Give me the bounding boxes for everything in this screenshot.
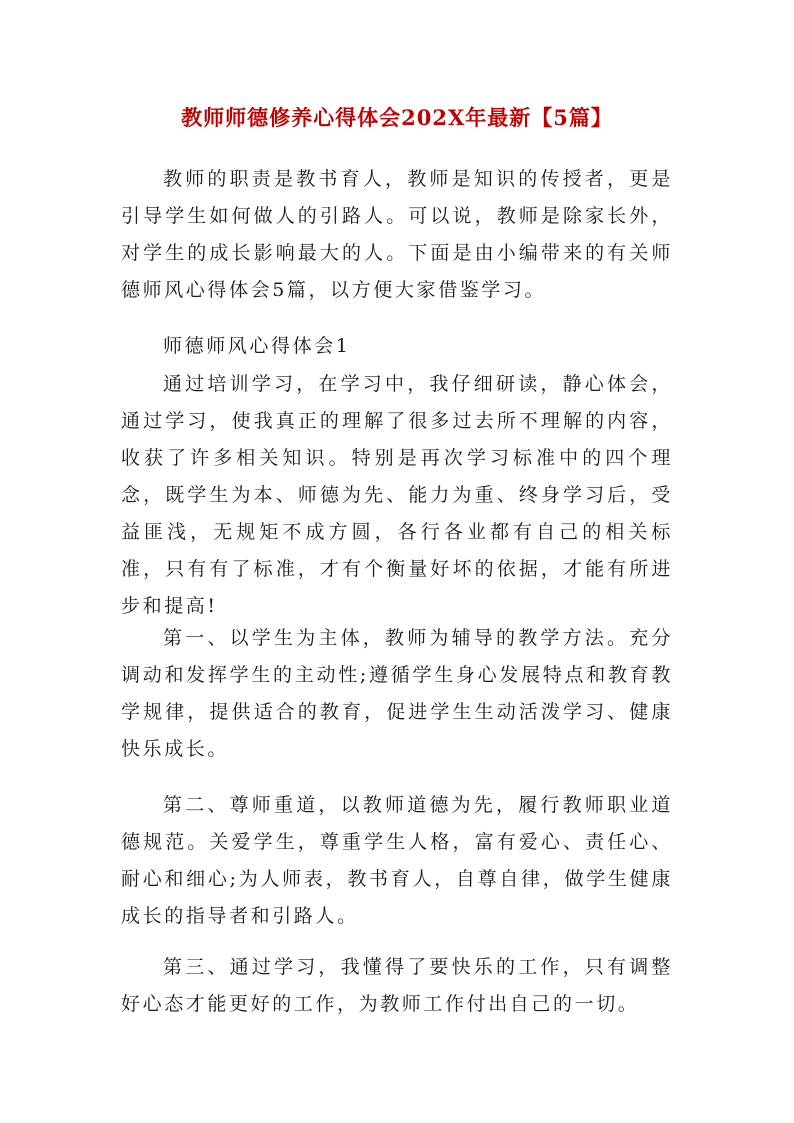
point-paragraph-3: 第三、通过学习，我懂得了要快乐的工作，只有调整好心态才能更好的工作，为教师工作付出自己的一切。 (121, 956, 673, 1015)
document-title: 教师师德修养心得体会202X年最新【5篇】 (181, 105, 613, 130)
body-paragraph-1: 通过培训学习，在学习中，我仔细研读，静心体会，通过学习，使我真正的理解了很多过去所不理解的内容，收获了许多相关知识。特别是再次学习标准中的四个理念，既学生为本、师德为先、能力为重、终身学习后，受益匪浅，无规矩不成方圆，各行各业都有自己的相关标准，只有有了标准，才有个衡量好坏的依据，才能有所进步和提高! (121, 373, 673, 617)
point-paragraph-2: 第二、尊师重道，以教师道德为先，履行教师职业道德规范。关爱学生，尊重学生人格，富有爱心、责任心、耐心和细心;为人师表，教书育人，自尊自律，做学生健康成长的指导者和引路人。 (121, 794, 673, 927)
intro-paragraph: 教师的职责是教书育人，教师是知识的传授者，更是引导学生如何做人的引路人。可以说，教师是除家长外，对学生的成长影响最大的人。下面是由小编带来的有关师德师风心得体会5篇，以方便大家借鉴学习。 (121, 168, 673, 301)
point-paragraph-1: 第一、以学生为主体，教师为辅导的教学方法。充分调动和发挥学生的主动性;遵循学生身心发展特点和教育教学规律，提供适合的教育，促进学生生动活泼学习、健康快乐成长。 (121, 627, 673, 760)
section-heading-1: 师德师风心得体会1 (163, 335, 351, 357)
